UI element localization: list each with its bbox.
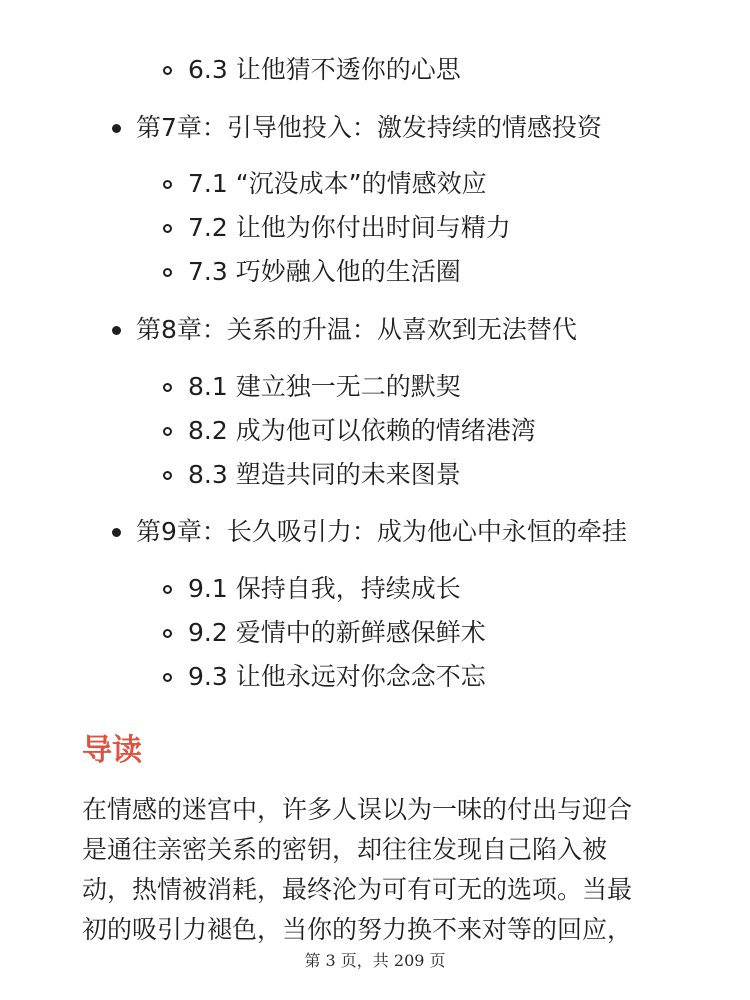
toc-subitem-label: 7.2 让他为你付出时间与精力 (188, 213, 511, 242)
hollow-bullet-icon (163, 427, 172, 436)
hollow-bullet-icon (163, 66, 172, 75)
toc-subitem-label: 7.1 “沉没成本”的情感效应 (188, 169, 487, 198)
toc-chapter-label: 第7章：引导他投入：激发持续的情感投资 (136, 113, 602, 142)
hollow-bullet-icon (163, 471, 172, 480)
paragraph-line: 在情感的迷宫中，许多人误以为一味的付出与迎合 (82, 795, 633, 824)
toc-subitem-label: 8.2 成为他可以依赖的情绪港湾 (188, 416, 536, 445)
hollow-bullet-icon (163, 180, 172, 189)
hollow-bullet-icon (163, 629, 172, 638)
section-heading: 导读 (82, 733, 142, 768)
toc-chapter-label: 第8章：关系的升温：从喜欢到无法替代 (136, 315, 577, 344)
filled-bullet-icon (112, 124, 121, 133)
filled-bullet-icon (112, 528, 121, 537)
hollow-bullet-icon (163, 673, 172, 682)
toc-subitem-label: 9.2 爱情中的新鲜感保鲜术 (188, 618, 486, 647)
paragraph-line: 初的吸引力褪色，当你的努力换不来对等的回应， (82, 915, 633, 944)
hollow-bullet-icon (163, 224, 172, 233)
paragraph-line: 动，热情被消耗，最终沦为可有可无的选项。当最 (82, 875, 633, 904)
toc-chapter-label: 第9章：长久吸引力：成为他心中永恒的牵挂 (136, 517, 627, 546)
toc-subitem-label: 6.3 让他猜不透你的心思 (188, 55, 461, 84)
hollow-bullet-icon (163, 585, 172, 594)
hollow-bullet-icon (163, 383, 172, 392)
toc-subitem-label: 8.3 塑造共同的未来图景 (188, 460, 461, 489)
intro-paragraph (82, 790, 682, 950)
hollow-bullet-icon (163, 268, 172, 277)
toc-subitem-label: 8.1 建立独一无二的默契 (188, 372, 461, 401)
paragraph-line: 是通往亲密关系的密钥，却往往发现自己陷入被 (82, 835, 608, 864)
filled-bullet-icon (112, 326, 121, 335)
toc-subitem-label: 9.3 让他永远对你念念不忘 (188, 662, 486, 691)
toc-subitem-label: 9.1 保持自我，持续成长 (188, 574, 461, 603)
toc-subitem-label: 7.3 巧妙融入他的生活圈 (188, 257, 461, 286)
page-number-footer: 第 3 页，共 209 页 (304, 951, 446, 970)
